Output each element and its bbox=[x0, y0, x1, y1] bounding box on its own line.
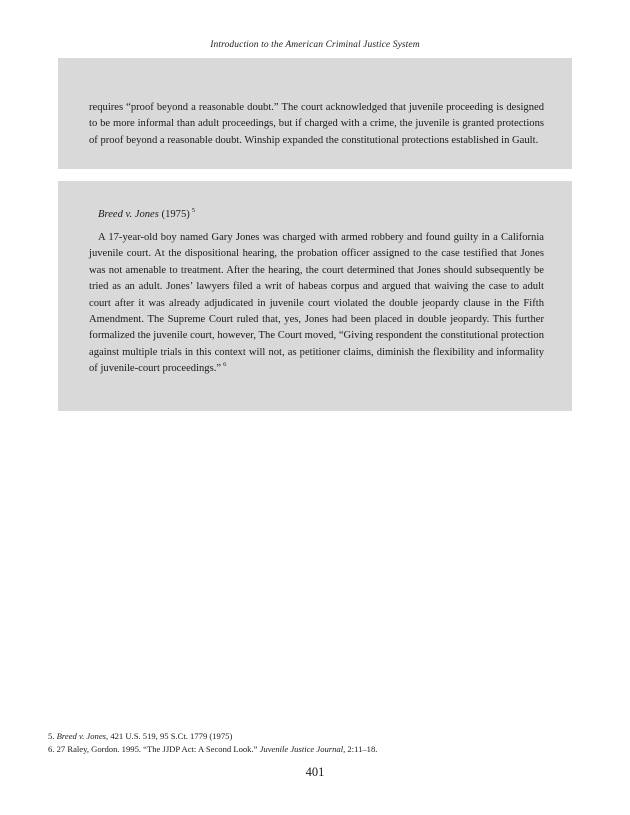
breed-jones-paragraph bbox=[89, 230, 544, 378]
footnote-6-pages: 2:11–18. bbox=[347, 743, 378, 754]
winship-paragraph: requires “proof beyond a reasonable doubt.” The court acknowledged that juvenile proceeding is designed to be more informal than adult proceedings, but if charged with a crime, the juvenile is granted protections of proof beyond a reasonable doubt. Winship expanded the constitutional protections established in Gault. bbox=[89, 102, 544, 146]
continued-text-box bbox=[58, 58, 572, 169]
breed-jones-text: A 17-year-old boy named Gary Jones was charged with armed robbery and found guilty in a California juvenile court. At the dispositional hearing, the probation officer assigned to the case testified that Jones was not amenable to treatment. After the hearing, the court determined that Jones should subsequently be tried as an adult. Jones’ lawyers filed a writ of habeas corpus and argued that waiving the case to adult court after it was already adjudicated in juvenile court violated the double jeopardy clause in the Fifth Amendment. The Supreme Court ruled that, yes, Jones had been placed in double jeopardy. This further formalized the juvenile court, however, The Court moved, “Giving respondent the constitutional protection against multiple trials in this context will not, as petitioner claims, diminish the flexibility and informality of juvenile-court proceedings.” bbox=[89, 232, 544, 375]
footnote-6 bbox=[48, 743, 588, 756]
footnote-5-text: 421 U.S. 519, 95 S.Ct. 1779 (1975) bbox=[110, 731, 233, 741]
page-number: 401 bbox=[305, 765, 325, 779]
case-year: (1975) bbox=[161, 209, 190, 220]
footnote-6-number: 6. bbox=[48, 743, 55, 754]
footnote-5 bbox=[48, 730, 588, 743]
case-heading bbox=[98, 207, 544, 223]
case-name: Breed v. Jones bbox=[98, 209, 159, 220]
footnote-6-text: 27 Raley, Gordon. 1995. “The JJDP Act: A Second Look.” bbox=[56, 743, 258, 754]
footnote-ref-6: 6 bbox=[223, 361, 227, 369]
footnote-ref-5: 5 bbox=[191, 207, 196, 214]
case-text-box bbox=[58, 181, 572, 411]
footnotes bbox=[48, 730, 588, 755]
running-header: Introduction to the American Criminal Justice System bbox=[210, 40, 420, 50]
footnote-5-number: 5. bbox=[48, 731, 55, 741]
footnote-5-case-name: Breed v. Jones, bbox=[56, 731, 109, 741]
footnote-6-journal: Juvenile Justice Journal, bbox=[259, 743, 346, 754]
